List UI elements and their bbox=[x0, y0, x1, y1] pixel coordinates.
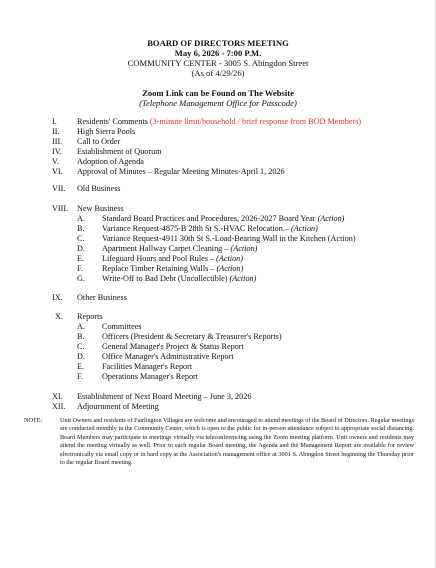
item-number: VIII. bbox=[52, 204, 69, 213]
new-business-item bbox=[102, 234, 356, 244]
note-text: Unit Owners and residents of Fairlington Villages are welcome and encouraged to attend meetings of the Board of Directors. Regular meetings are conducted monthly in the Community Center, which is open to the public for in-person attendance subject to appropriate social distancing. Board Members may participate in meetings virtually via teleconferencing using the Zoom meeting platform. Unit owners and residents may attend the meeting virtually as well. Prior to each regular Board meeting, the Agenda and the Management Report are available for review electronically via email copy or in hard copy at the Association's management office at 3001 S. Abingdon Street beginning the Thursday prior to the regular Board meeting. bbox=[60, 417, 414, 467]
meeting-location: COMMUNITY CENTER - 3005 S. Abingdon Street bbox=[127, 58, 309, 68]
item-text: Write-Off to Bad Debt (Uncollectible) bbox=[102, 274, 230, 283]
sub-item-letter: B. bbox=[77, 224, 85, 233]
sub-item-letter: D. bbox=[77, 352, 85, 361]
item-text: Variance Request-4911 30th St S.-Load-Bearing Wall in the Kitchen (Action) bbox=[102, 234, 356, 243]
item-number: I. bbox=[52, 117, 57, 126]
item-text: Lifeguard Hours and Pool Rules – bbox=[102, 254, 217, 263]
agenda-item-adjournment: Adjournment of Meeting bbox=[77, 402, 159, 411]
sub-item-letter: A. bbox=[77, 214, 85, 223]
sub-item-letter: C. bbox=[77, 234, 85, 243]
sub-item-letter: E. bbox=[77, 254, 85, 263]
report-item: Facilities Manager's Report bbox=[102, 362, 193, 371]
agenda-item-reports: Reports bbox=[77, 312, 103, 321]
agenda-item-call-to-order: Call to Order bbox=[77, 137, 121, 146]
action-tag: (Action) bbox=[216, 264, 244, 273]
new-business-item bbox=[102, 214, 344, 224]
new-business-item bbox=[102, 264, 243, 274]
sub-item-letter: F. bbox=[77, 372, 83, 381]
item-text: Variance Request-4875-B 28th St S.-HVAC Relocation.– bbox=[102, 224, 292, 233]
new-business-item bbox=[102, 254, 243, 264]
sub-item-letter: D. bbox=[77, 244, 85, 253]
action-tag: (Action) bbox=[230, 244, 258, 253]
as-of-date: (As of 4/29/26) bbox=[191, 68, 245, 78]
note-label: NOTE: bbox=[24, 417, 43, 424]
new-business-item bbox=[102, 274, 256, 284]
item-text: Apartment Hallway Carpet Cleaning – bbox=[102, 244, 231, 253]
item-number: XI. bbox=[52, 392, 63, 401]
item-number: XII. bbox=[52, 402, 66, 411]
agenda-item-residents-comments bbox=[77, 117, 361, 127]
sub-item-letter: B. bbox=[77, 332, 85, 341]
report-item: Operations Manager's Report bbox=[102, 372, 199, 381]
item-text: Standard Board Practices and Procedures, 2026-2027 Board Year bbox=[102, 214, 318, 223]
sub-item-letter: C. bbox=[77, 342, 85, 351]
new-business-item bbox=[102, 224, 318, 234]
agenda-item-quorum: Establishment of Quorum bbox=[77, 147, 162, 156]
zoom-passcode-note: (Telephone Management Office for Passcode) bbox=[139, 98, 297, 108]
report-item: Committees bbox=[102, 322, 142, 331]
item-number: X. bbox=[55, 312, 63, 321]
time-limit-note: (3-minute limit/household / brief response from BOD Members) bbox=[149, 117, 362, 126]
meeting-datetime: May 6, 2026 - 7:00 P.M. bbox=[174, 48, 262, 58]
sub-item-letter: E. bbox=[77, 362, 85, 371]
meeting-title: BOARD OF DIRECTORS MEETING bbox=[147, 38, 289, 48]
agenda-item-pools: High Sierra Pools bbox=[77, 127, 136, 136]
new-business-item bbox=[102, 244, 257, 254]
report-item: Officers (President & Secretary & Treasurer's Reports) bbox=[102, 332, 282, 341]
action-tag: (Action) bbox=[317, 214, 345, 223]
sub-item-letter: A. bbox=[77, 322, 85, 331]
agenda-item-minutes: Approval of Minutes – Regular Meeting Minutes-April 1, 2026 bbox=[77, 167, 285, 176]
agenda-item-new-business: New Business bbox=[77, 204, 124, 213]
item-number: IX. bbox=[52, 293, 63, 302]
item-text: Residents' Comments bbox=[77, 117, 150, 126]
report-item: General Manager's Project & Status Report bbox=[102, 342, 244, 351]
agenda-item-adoption: Adoption of Agenda bbox=[77, 157, 144, 166]
report-item: Office Manager's Administrative Report bbox=[102, 352, 234, 361]
sub-item-letter: F. bbox=[77, 264, 83, 273]
action-tag: (Action) bbox=[229, 274, 257, 283]
item-number: IV. bbox=[52, 147, 62, 156]
agenda-item-next-meeting: Establishment of Next Board Meeting – June 3, 2026 bbox=[77, 392, 252, 401]
agenda-item-other-business: Other Business bbox=[77, 293, 127, 302]
item-number: VII. bbox=[52, 184, 66, 193]
sub-item-letter: G. bbox=[77, 274, 85, 283]
agenda-item-old-business: Old Business bbox=[77, 184, 121, 193]
item-number: VI. bbox=[52, 167, 63, 176]
item-text: Replace Timber Retaining Walls – bbox=[102, 264, 217, 273]
item-number: V. bbox=[52, 157, 59, 166]
item-number: III. bbox=[52, 137, 63, 146]
zoom-link-notice: Zoom Link can be Found on The Website bbox=[142, 88, 294, 98]
item-number: II. bbox=[52, 127, 60, 136]
action-tag: (Action) bbox=[216, 254, 243, 263]
action-tag: (Action) bbox=[291, 224, 318, 233]
